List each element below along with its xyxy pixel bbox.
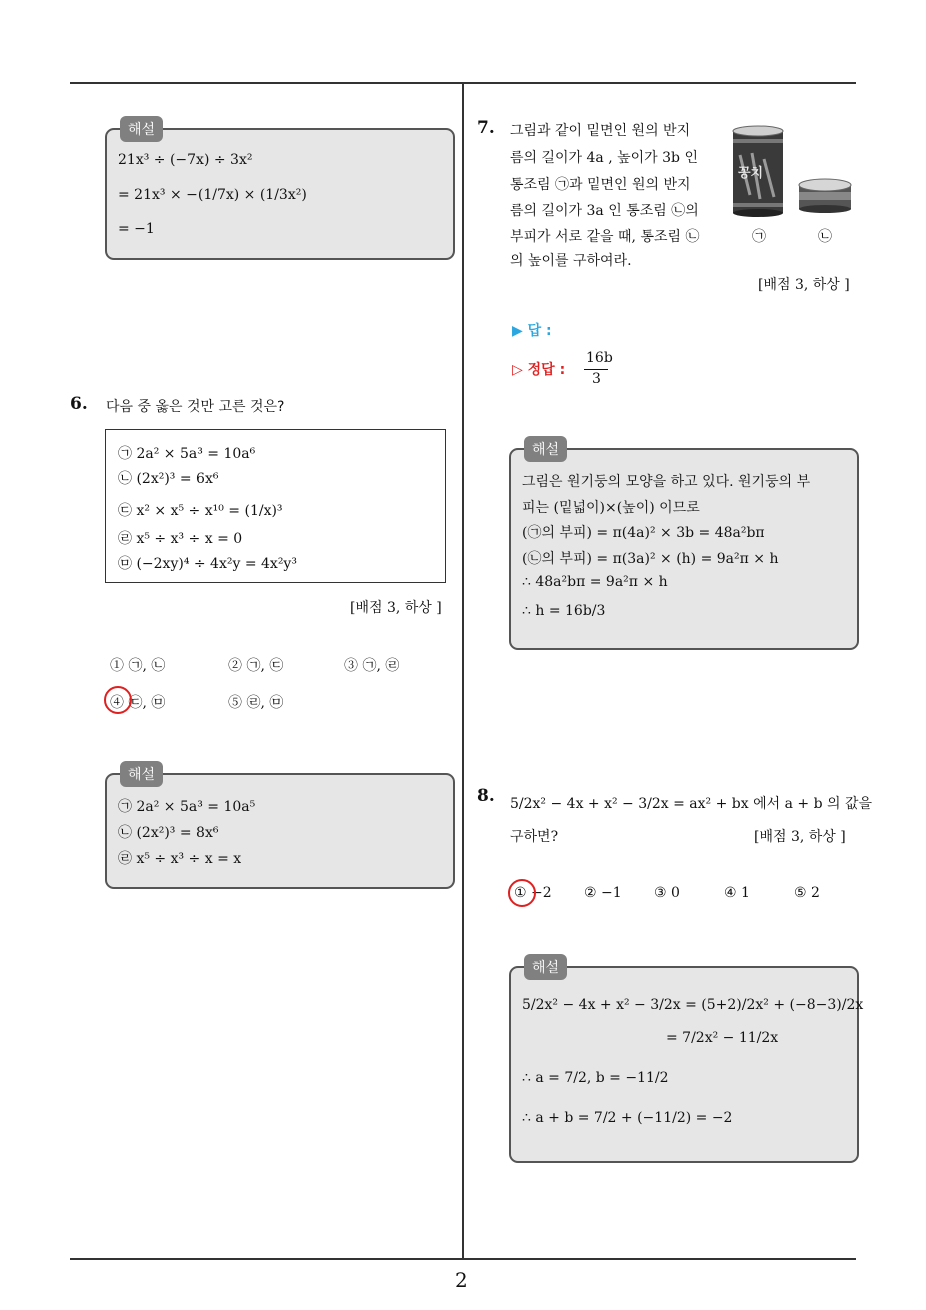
q8-line-2: 구하면? (510, 829, 559, 845)
q8-choice-2[interactable]: ② −1 (584, 885, 622, 901)
q6-choice-5[interactable]: ⑤ ㉣, ㉤ (228, 695, 284, 711)
q7-text-3: 통조림 ㉠과 밑면인 원의 반지 (510, 177, 691, 193)
short-can-image (796, 178, 854, 214)
q6-option-2: ㉡ (2x²)³ = 6x⁶ (118, 471, 219, 487)
page-number: 2 (455, 1268, 468, 1292)
q6-option-3: ㉢ x² × x⁵ ÷ x¹⁰ = (1/x)³ (118, 503, 283, 519)
sol3-line-4: (㉡의 부피) = π(3a)² × (h) = 9a²π × h (522, 551, 779, 567)
q8-choice-4[interactable]: ④ 1 (724, 885, 750, 901)
q6-choice-3[interactable]: ③ ㉠, ㉣ (344, 658, 400, 674)
sol2-line-2: ㉡ (2x²)³ = 8x⁶ (118, 825, 219, 841)
q7-correct-num: 16b (586, 350, 613, 366)
q8-answer-mark (508, 879, 536, 907)
sol4-line-2: = 7/2x² − 11/2x (666, 1030, 779, 1046)
q7-score: [배점 3, 하상 ] (758, 277, 850, 293)
sol2-line-1: ㉠ 2a² × 5a³ = 10a⁵ (118, 799, 256, 815)
sol3-line-5: ∴ 48a²bπ = 9a²π × h (522, 574, 668, 590)
q7-text-5: 부피가 서로 같을 때, 통조림 ㉡ (510, 229, 700, 245)
solution-tag-3: 해설 (524, 436, 567, 462)
q6-option-5: ㉤ (−2xy)⁴ ÷ 4x²y = 4x²y³ (118, 556, 297, 572)
sol3-line-2: 피는 (밑넓이)×(높이) 이므로 (522, 500, 700, 516)
q6-choice-4[interactable]: ④ ㉢, ㉤ (110, 695, 166, 711)
q6-score: [배점 3, 하상 ] (350, 600, 442, 616)
sol3-line-6: ∴ h = 16b/3 (522, 603, 606, 619)
can-label-2: ㉡ (818, 229, 832, 245)
q8-choice-1[interactable]: ① −2 (514, 885, 552, 901)
q8-score: [배점 3, 하상 ] (754, 829, 846, 845)
sol1-line-1: 21x³ ÷ (−7x) ÷ 3x² (118, 152, 253, 168)
sol3-line-3: (㉠의 부피) = π(4a)² × 3b = 48a²bπ (522, 525, 765, 541)
q8-line-1: 5/2x² − 4x + x² − 3/2x = ax² + bx 에서 a + b 의 값을 (510, 796, 873, 812)
can-label: 꽁치 (738, 166, 764, 181)
q7-correct-label: ▷ 정답 : (512, 362, 566, 378)
q7-correct-den: 3 (592, 371, 601, 387)
q7-text-4: 름의 길이가 3a 인 통조림 ㉡의 (510, 203, 699, 219)
sol1-line-3: = −1 (118, 221, 155, 237)
q7-text-6: 의 높이를 구하여라. (510, 253, 632, 269)
q6-option-1: ㉠ 2a² × 5a³ = 10a⁶ (118, 446, 256, 462)
q6-option-4: ㉣ x⁵ ÷ x³ ÷ x = 0 (118, 531, 243, 547)
q6-choice-2[interactable]: ② ㉠, ㉢ (228, 658, 284, 674)
q7-answer-label: ▶ 답 : (512, 323, 552, 339)
q6-text: 다음 중 옳은 것만 고른 것은? (106, 399, 285, 415)
sol4-line-1: 5/2x² − 4x + x² − 3/2x = (5+2)/2x² + (−8−3)/2x (522, 997, 864, 1013)
q7-fraction-bar (584, 369, 608, 370)
solution-box-4 (509, 966, 859, 1163)
q8-number: 8. (477, 786, 495, 806)
q8-choice-3[interactable]: ③ 0 (654, 885, 680, 901)
solution-tag-2: 해설 (120, 761, 163, 787)
q6-choice-1[interactable]: ① ㉠, ㉡ (110, 658, 166, 674)
column-divider (462, 83, 464, 1259)
solution-tag-1: 해설 (120, 116, 163, 142)
sol1-line-2: = 21x³ × −(1/7x) × (1/3x²) (118, 187, 307, 203)
q6-number: 6. (70, 394, 88, 414)
sol2-line-3: ㉣ x⁵ ÷ x³ ÷ x = x (118, 851, 242, 867)
solution-tag-4: 해설 (524, 954, 567, 980)
q6-answer-mark (104, 686, 132, 714)
can-label-1: ㉠ (752, 229, 766, 245)
tall-can-image (730, 125, 786, 217)
q7-text-1: 그림과 같이 밑면인 원의 반지 (510, 123, 691, 139)
sol3-line-1: 그림은 원기둥의 모양을 하고 있다. 원기둥의 부 (522, 474, 811, 490)
sol4-line-4: ∴ a + b = 7/2 + (−11/2) = −2 (522, 1110, 733, 1126)
q7-number: 7. (477, 118, 495, 138)
sol4-line-3: ∴ a = 7/2, b = −11/2 (522, 1070, 669, 1086)
q7-text-2: 름의 길이가 4a , 높이가 3b 인 (510, 150, 698, 166)
q8-choice-5[interactable]: ⑤ 2 (794, 885, 820, 901)
